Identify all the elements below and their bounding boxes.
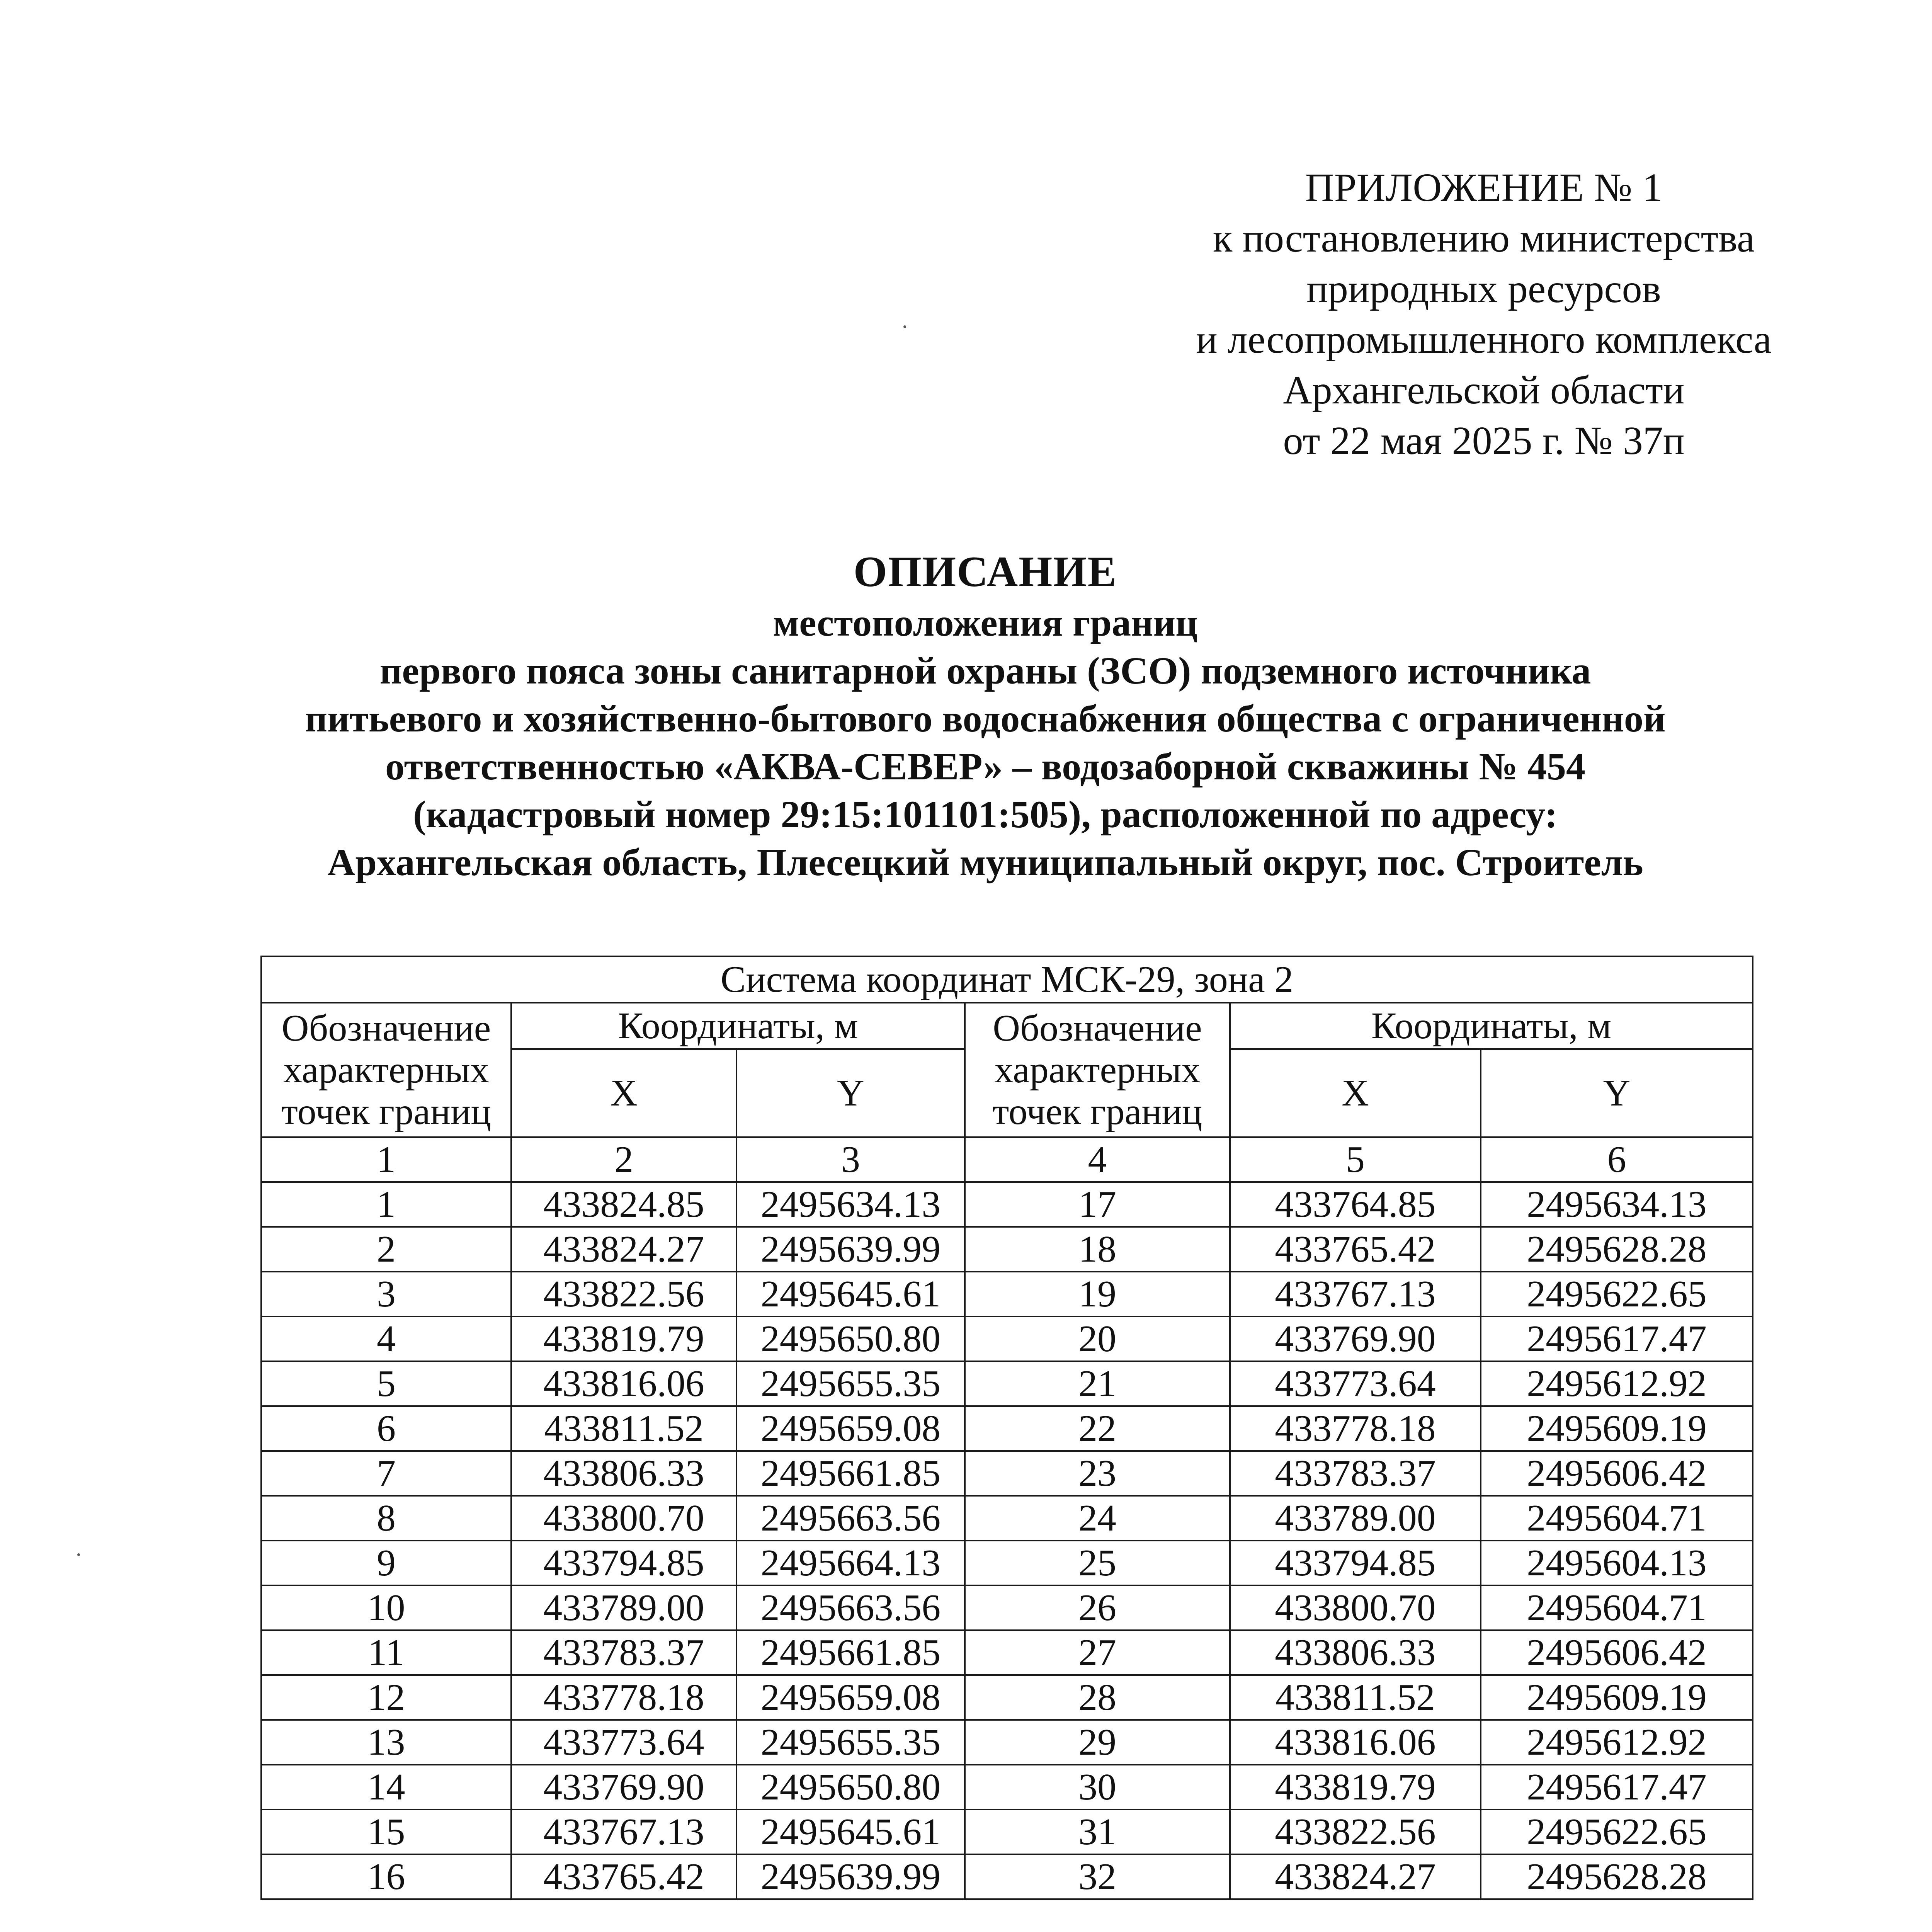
point-number-left: 13 xyxy=(261,1720,511,1765)
scan-speck xyxy=(77,1553,80,1556)
column-number: 6 xyxy=(1481,1137,1753,1182)
x-value-right: 433783.37 xyxy=(1230,1451,1481,1496)
y-value-left: 2495639.99 xyxy=(736,1854,965,1899)
y-value-right: 2495612.92 xyxy=(1481,1720,1753,1765)
x-value-right: 433816.06 xyxy=(1230,1720,1481,1765)
point-number-right: 20 xyxy=(965,1316,1230,1361)
point-header-left: Обозначение характерных точек границ xyxy=(261,1003,511,1137)
coordinate-system-row xyxy=(261,956,1753,1003)
y-value-right: 2495628.28 xyxy=(1481,1854,1753,1899)
y-value-right: 2495604.13 xyxy=(1481,1541,1753,1585)
point-number-left: 6 xyxy=(261,1406,511,1451)
table-row xyxy=(261,1361,1753,1406)
point-number-right: 19 xyxy=(965,1272,1230,1316)
x-value-left: 433783.37 xyxy=(511,1630,736,1675)
y-value-left: 2495645.61 xyxy=(736,1810,965,1854)
point-number-left: 8 xyxy=(261,1496,511,1541)
point-number-right: 32 xyxy=(965,1854,1230,1899)
x-value-left: 433789.00 xyxy=(511,1585,736,1630)
appendix-line: к постановлению министерства xyxy=(1213,216,1755,260)
point-number-right: 28 xyxy=(965,1675,1230,1720)
x-value-right: 433811.52 xyxy=(1230,1675,1481,1720)
point-number-right: 21 xyxy=(965,1361,1230,1406)
table-row xyxy=(261,1585,1753,1630)
appendix-line: ПРИЛОЖЕНИЕ № 1 xyxy=(1305,165,1663,210)
point-number-left: 10 xyxy=(261,1585,511,1630)
appendix-line: от 22 мая 2025 г. № 37п xyxy=(1283,418,1685,463)
x-value-left: 433822.56 xyxy=(511,1272,736,1316)
scan-speck xyxy=(903,325,906,328)
y-value-left: 2495655.35 xyxy=(736,1361,965,1406)
appendix-block xyxy=(1121,162,1847,466)
y-value-left: 2495650.80 xyxy=(736,1316,965,1361)
table-row xyxy=(261,1496,1753,1541)
table-row xyxy=(261,1854,1753,1899)
column-number: 1 xyxy=(261,1137,511,1182)
point-number-right: 23 xyxy=(965,1451,1230,1496)
x-value-right: 433822.56 xyxy=(1230,1810,1481,1854)
x-value-right: 433794.85 xyxy=(1230,1541,1481,1585)
x-value-right: 433806.33 xyxy=(1230,1630,1481,1675)
point-number-left: 9 xyxy=(261,1541,511,1585)
y-value-left: 2495634.13 xyxy=(736,1182,965,1227)
appendix-line: Архангельской области xyxy=(1283,368,1685,412)
x-value-right: 433800.70 xyxy=(1230,1585,1481,1630)
column-number: 4 xyxy=(965,1137,1230,1182)
x-value-left: 433773.64 xyxy=(511,1720,736,1765)
coords-header-left: Координаты, м xyxy=(511,1003,965,1049)
table-row xyxy=(261,1227,1753,1272)
table-row xyxy=(261,1675,1753,1720)
table-row xyxy=(261,1720,1753,1765)
y-value-right: 2495606.42 xyxy=(1481,1451,1753,1496)
x-value-left: 433806.33 xyxy=(511,1451,736,1496)
point-number-left: 16 xyxy=(261,1854,511,1899)
x-header-right: X xyxy=(1230,1049,1481,1137)
x-value-left: 433767.13 xyxy=(511,1810,736,1854)
column-number-row xyxy=(261,1137,1753,1182)
y-value-right: 2495604.71 xyxy=(1481,1585,1753,1630)
x-value-right: 433819.79 xyxy=(1230,1765,1481,1810)
title-line: (кадастровый номер 29:15:101101:505), расположенной по адресу: xyxy=(413,793,1558,836)
table-row xyxy=(261,1272,1753,1316)
point-number-right: 17 xyxy=(965,1182,1230,1227)
point-number-right: 18 xyxy=(965,1227,1230,1272)
y-value-right: 2495634.13 xyxy=(1481,1182,1753,1227)
x-value-right: 433824.27 xyxy=(1230,1854,1481,1899)
table-row xyxy=(261,1541,1753,1585)
y-value-left: 2495661.85 xyxy=(736,1451,965,1496)
column-number: 2 xyxy=(511,1137,736,1182)
y-value-right: 2495617.47 xyxy=(1481,1765,1753,1810)
y-value-right: 2495609.19 xyxy=(1481,1406,1753,1451)
point-number-left: 15 xyxy=(261,1810,511,1854)
point-number-right: 26 xyxy=(965,1585,1230,1630)
y-value-right: 2495604.71 xyxy=(1481,1496,1753,1541)
x-value-left: 433824.85 xyxy=(511,1182,736,1227)
x-value-right: 433764.85 xyxy=(1230,1182,1481,1227)
x-value-left: 433811.52 xyxy=(511,1406,736,1451)
y-value-right: 2495606.42 xyxy=(1481,1630,1753,1675)
document-title: ОПИСАНИЕ xyxy=(853,548,1117,596)
table-row xyxy=(261,1630,1753,1675)
y-value-left: 2495645.61 xyxy=(736,1272,965,1316)
coords-header-right: Координаты, м xyxy=(1230,1003,1753,1049)
point-number-left: 1 xyxy=(261,1182,511,1227)
table-row xyxy=(261,1451,1753,1496)
point-number-left: 2 xyxy=(261,1227,511,1272)
title-line: Архангельская область, Плесецкий муниципальный округ, пос. Строитель xyxy=(327,841,1643,884)
y-value-left: 2495655.35 xyxy=(736,1720,965,1765)
y-value-right: 2495622.65 xyxy=(1481,1272,1753,1316)
x-value-right: 433773.64 xyxy=(1230,1361,1481,1406)
point-number-right: 31 xyxy=(965,1810,1230,1854)
point-number-left: 3 xyxy=(261,1272,511,1316)
y-value-left: 2495664.13 xyxy=(736,1541,965,1585)
x-value-right: 433769.90 xyxy=(1230,1316,1481,1361)
y-value-left: 2495650.80 xyxy=(736,1765,965,1810)
column-number: 3 xyxy=(736,1137,965,1182)
y-value-left: 2495661.85 xyxy=(736,1630,965,1675)
point-number-right: 25 xyxy=(965,1541,1230,1585)
point-number-left: 14 xyxy=(261,1765,511,1810)
y-value-right: 2495617.47 xyxy=(1481,1316,1753,1361)
appendix-line: природных ресурсов xyxy=(1306,267,1661,311)
point-number-right: 29 xyxy=(965,1720,1230,1765)
y-value-left: 2495663.56 xyxy=(736,1585,965,1630)
point-number-left: 12 xyxy=(261,1675,511,1720)
header-row xyxy=(261,1003,1753,1049)
point-number-right: 30 xyxy=(965,1765,1230,1810)
x-value-left: 433778.18 xyxy=(511,1675,736,1720)
point-number-left: 7 xyxy=(261,1451,511,1496)
x-value-left: 433769.90 xyxy=(511,1765,736,1810)
table-row xyxy=(261,1765,1753,1810)
x-value-right: 433778.18 xyxy=(1230,1406,1481,1451)
y-value-left: 2495659.08 xyxy=(736,1675,965,1720)
title-line: ответственностью «АКВА-СЕВЕР» – водозаборной скважины № 454 xyxy=(385,745,1586,788)
x-value-right: 433765.42 xyxy=(1230,1227,1481,1272)
x-value-left: 433794.85 xyxy=(511,1541,736,1585)
x-value-left: 433765.42 xyxy=(511,1854,736,1899)
coordinates-table xyxy=(260,956,1753,1900)
coordinate-system-label: Система координат МСК-29, зона 2 xyxy=(261,956,1753,1003)
table-row xyxy=(261,1182,1753,1227)
title-line: местоположения границ xyxy=(773,601,1198,644)
y-value-left: 2495659.08 xyxy=(736,1406,965,1451)
table-row xyxy=(261,1810,1753,1854)
point-number-left: 5 xyxy=(261,1361,511,1406)
point-number-left: 11 xyxy=(261,1630,511,1675)
point-header-right: Обозначение характерных точек границ xyxy=(965,1003,1230,1137)
title-line: первого пояса зоны санитарной охраны (ЗСО) подземного источника xyxy=(379,649,1591,692)
y-header-left: Y xyxy=(736,1049,965,1137)
point-number-right: 27 xyxy=(965,1630,1230,1675)
y-value-left: 2495639.99 xyxy=(736,1227,965,1272)
y-value-left: 2495663.56 xyxy=(736,1496,965,1541)
y-value-right: 2495612.92 xyxy=(1481,1361,1753,1406)
y-header-right: Y xyxy=(1481,1049,1753,1137)
point-number-left: 4 xyxy=(261,1316,511,1361)
x-value-left: 433819.79 xyxy=(511,1316,736,1361)
x-value-right: 433789.00 xyxy=(1230,1496,1481,1541)
appendix-line: и лесопромышленного комплекса xyxy=(1196,317,1772,362)
table-row xyxy=(261,1316,1753,1361)
title-block xyxy=(116,545,1855,886)
x-value-left: 433816.06 xyxy=(511,1361,736,1406)
y-value-right: 2495609.19 xyxy=(1481,1675,1753,1720)
table-row xyxy=(261,1406,1753,1451)
x-header-left: X xyxy=(511,1049,736,1137)
x-value-left: 433800.70 xyxy=(511,1496,736,1541)
title-line: питьевого и хозяйственно-бытового водоснабжения общества с ограниченной xyxy=(305,697,1666,740)
y-value-right: 2495622.65 xyxy=(1481,1810,1753,1854)
x-value-right: 433767.13 xyxy=(1230,1272,1481,1316)
point-number-right: 22 xyxy=(965,1406,1230,1451)
y-value-right: 2495628.28 xyxy=(1481,1227,1753,1272)
x-value-left: 433824.27 xyxy=(511,1227,736,1272)
point-number-right: 24 xyxy=(965,1496,1230,1541)
column-number: 5 xyxy=(1230,1137,1481,1182)
